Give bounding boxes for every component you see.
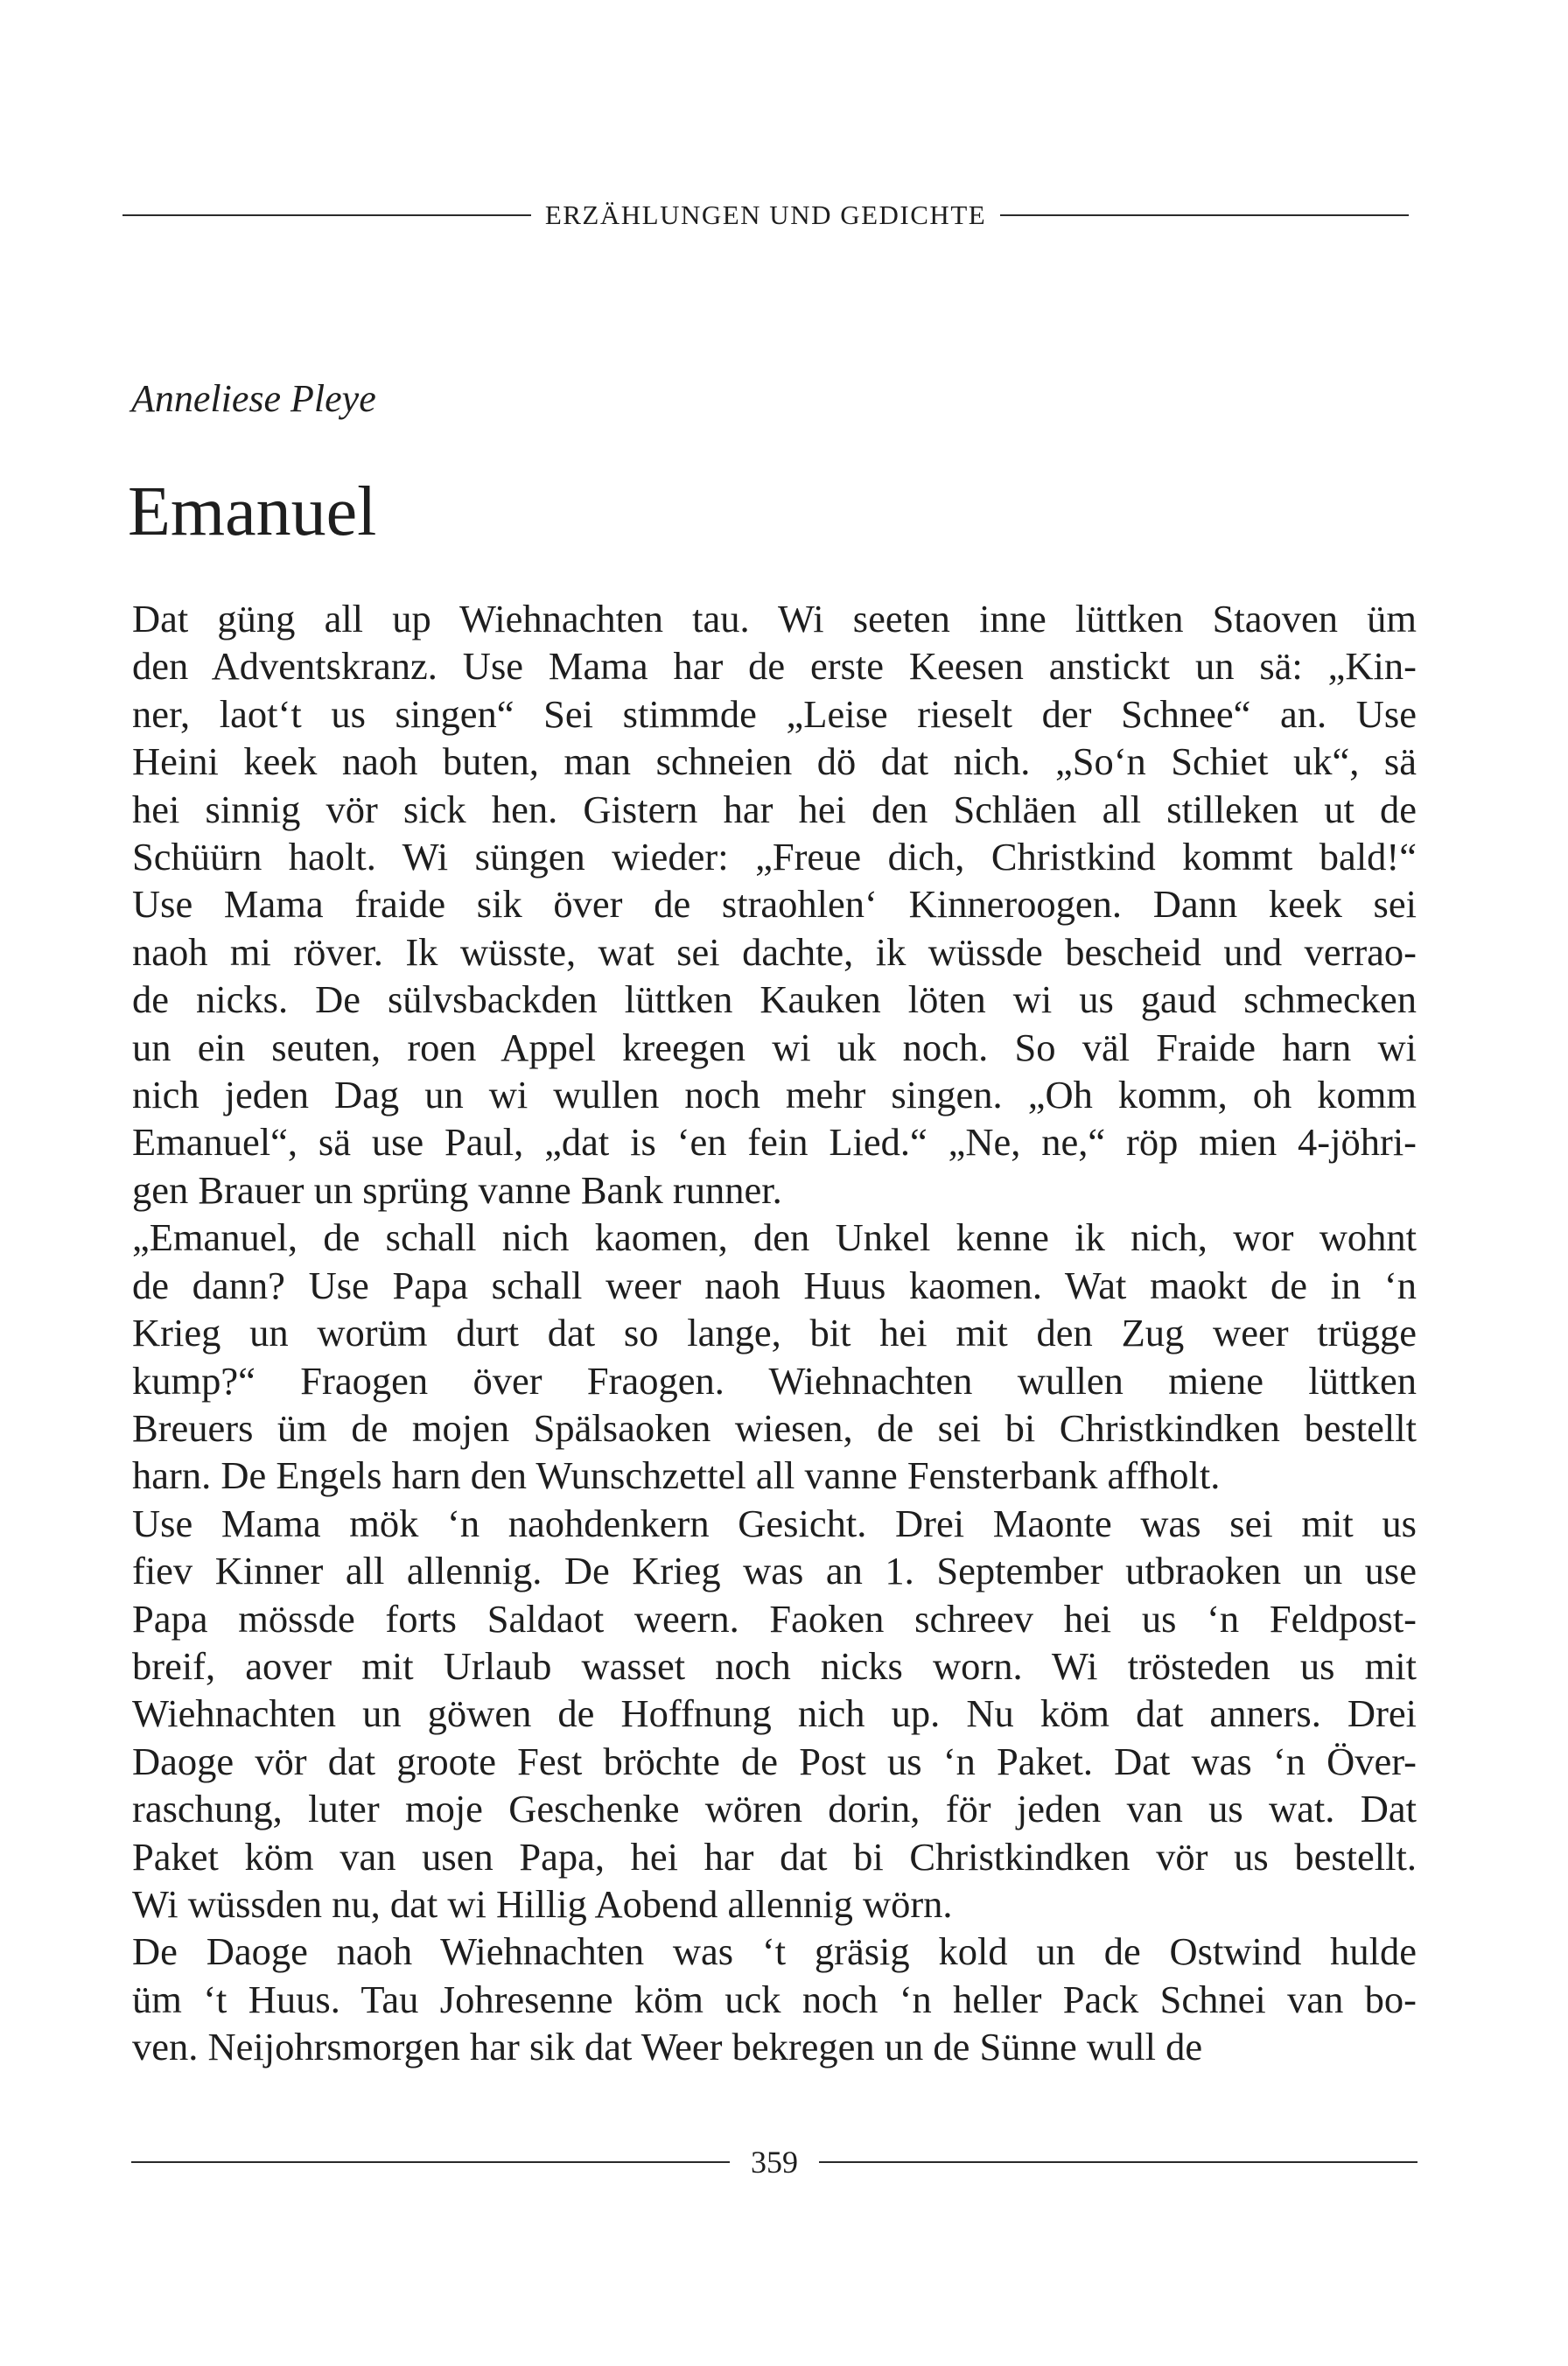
- text-line: naoh mi röver. Ik wüsste, wat sei dachte, ik wüssde bescheid und verrao-: [132, 929, 1417, 974]
- text-line: Daoge vör dat groote Fest bröchte de Post us ‘n Paket. Dat was ‘n Över-: [132, 1739, 1417, 1783]
- running-header: [122, 200, 1409, 231]
- page-footer: [131, 2144, 1418, 2180]
- text-line: „Emanuel, de schall nich kaomen, den Unkel kenne ik nich, wor wohnt: [132, 1215, 1417, 1260]
- text-line: ven. Neijohrsmorgen har sik dat Weer bekregen un de Sünne wull de: [132, 2025, 1203, 2069]
- text-line: Schüürn haolt. Wi süngen wieder: „Freue dich, Christkind kommt bald!“: [132, 835, 1417, 879]
- text-line: kump?“ Fraogen över Fraogen. Wiehnachten wullen miene lüttken: [132, 1358, 1417, 1403]
- text-line: ner, laot‘t us singen“ Sei stimmde „Leise rieselt der Schnee“ an. Use: [132, 691, 1417, 736]
- footer-rule-left: [131, 2161, 730, 2163]
- running-title: ERZÄHLUNGEN UND GEDICHTE: [544, 200, 987, 230]
- text-line: Wiehnachten un göwen de Hoffnung nich up. Nu köm dat anners. Drei: [132, 1691, 1417, 1736]
- header-rule-right: [1000, 214, 1409, 216]
- text-line: Use Mama mök ‘n naohdenkern Gesicht. Drei Maonte was sei mit us: [132, 1501, 1417, 1545]
- text-line: de nicks. De sülvsbackden lüttken Kauken löten wi us gaud schmecken: [132, 977, 1417, 1022]
- text-line: De Daoge naoh Wiehnachten was ‘t gräsig kold un de Ostwind hulde: [132, 1929, 1417, 1974]
- text-line: Paket köm van usen Papa, hei har dat bi Christkindken vör us bestellt.: [132, 1834, 1417, 1879]
- text-line: breif, aover mit Urlaub wasset noch nicks worn. Wi trösteden us mit: [132, 1643, 1417, 1688]
- text-line: Breuers üm de mojen Spälsaoken wiesen, de sei bi Christkindken bestellt: [132, 1405, 1417, 1450]
- text-line: nich jeden Dag un wi wullen noch mehr singen. „Oh komm, oh komm: [132, 1073, 1417, 1117]
- text-line: Emanuel“, sä use Paul, „dat is ‘en fein Lied.“ „Ne, ne,“ röp mien 4-jöhri-: [132, 1120, 1417, 1165]
- story-body: [132, 595, 1417, 2071]
- text-line: üm ‘t Huus. Tau Johresenne köm uck noch ‘n heller Pack Schnei van bo-: [132, 1977, 1417, 2021]
- text-line: Use Mama fraide sik över de straohlen‘ Kinneroogen. Dann keek sei: [132, 882, 1417, 927]
- paragraph: [132, 1928, 1417, 2070]
- header-rule-left: [122, 214, 531, 216]
- text-line: Wi wüssden nu, dat wi Hillig Aobend allennig wörn.: [132, 1881, 953, 1926]
- text-line: Papa mössde forts Saldaot weern. Faoken schreev hei us ‘n Feldpost-: [132, 1596, 1417, 1641]
- paragraph: [132, 1214, 1417, 1499]
- footer-rule-right: [819, 2161, 1418, 2163]
- page-number: 359: [751, 2145, 798, 2180]
- text-line: raschung, luter moje Geschenke wören dorin, för jeden van us wat. Dat: [132, 1787, 1417, 1831]
- text-line: Krieg un worüm durt dat so lange, bit hei mit den Zug weer trügge: [132, 1311, 1417, 1355]
- text-line: den Adventskranz. Use Mama har de erste Keesen anstickt un sä: „Kin-: [132, 644, 1417, 689]
- text-line: un ein seuten, roen Appel kreegen wi uk noch. So väl Fraide harn wi: [132, 1025, 1417, 1069]
- text-line: harn. De Engels harn den Wunschzettel all vanne Fensterbank affholt.: [132, 1453, 1221, 1498]
- text-line: hei sinnig vör sick hen. Gistern har hei den Schläen all stilleken ut de: [132, 787, 1417, 831]
- text-line: Dat güng all up Wiehnachten tau. Wi seeten inne lüttken Staoven üm: [132, 597, 1417, 640]
- text-line: fiev Kinner all allennig. De Krieg was an 1. September utbraoken un use: [132, 1549, 1417, 1593]
- author-name: Anneliese Pleye: [131, 377, 376, 420]
- paragraph: [132, 1500, 1417, 1928]
- story-title: Emanuel: [128, 473, 377, 550]
- text-line: gen Brauer un sprüng vanne Bank runner.: [132, 1167, 782, 1212]
- text-line: de dann? Use Papa schall weer naoh Huus kaomen. Wat maokt de in ‘n: [132, 1263, 1417, 1307]
- paragraph: [132, 595, 1417, 1214]
- text-line: Heini keek naoh buten, man schneien dö dat nich. „So‘n Schiet uk“, sä: [132, 739, 1417, 784]
